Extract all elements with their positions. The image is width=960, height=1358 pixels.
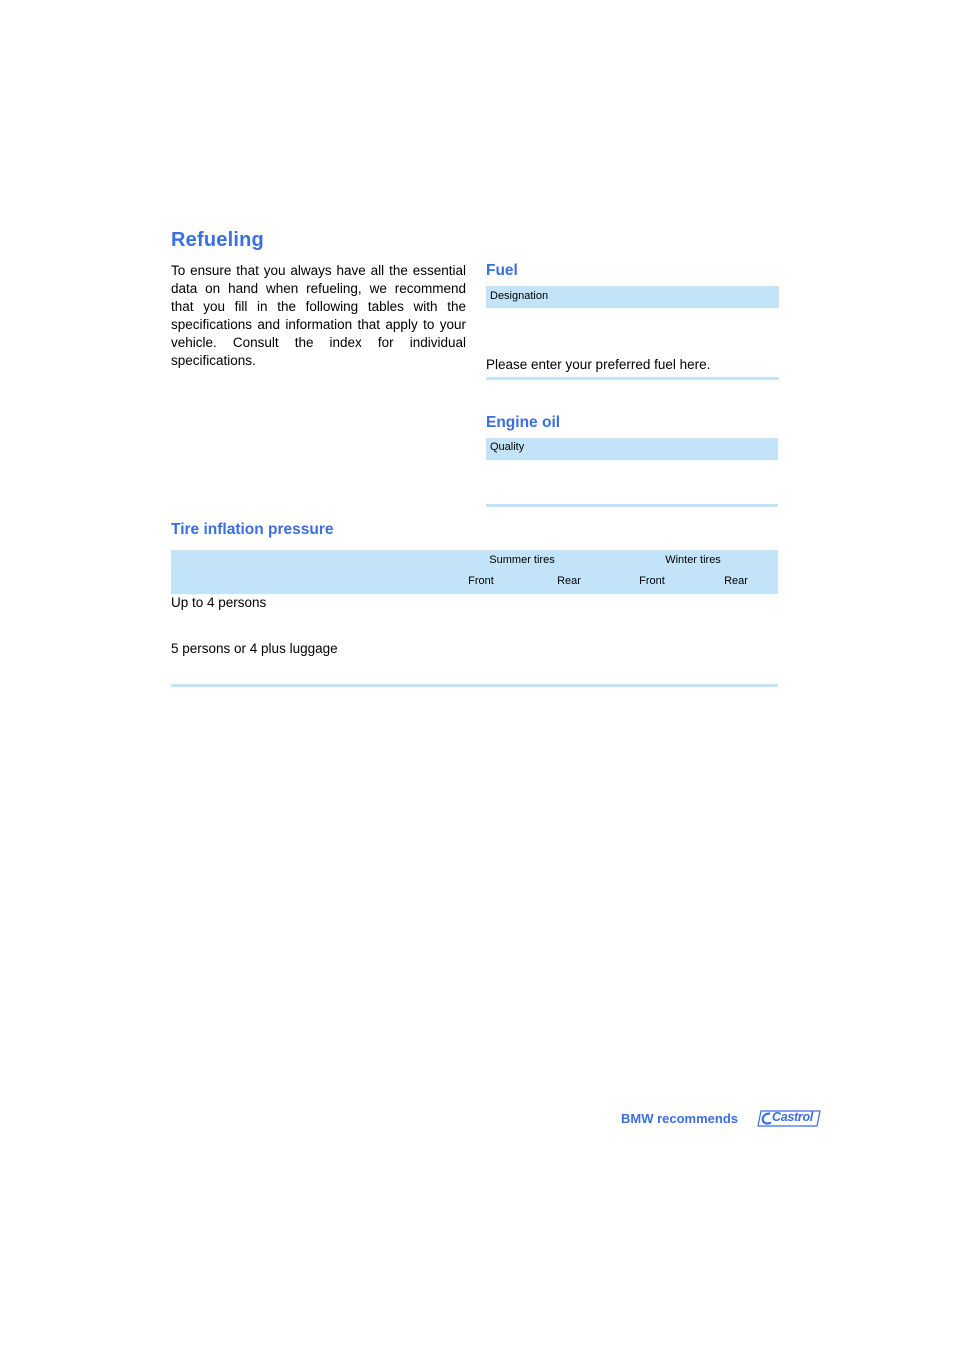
summer-front-header: Front (468, 575, 494, 587)
table-row: Up to 4 persons (171, 595, 267, 610)
castrol-logo-text: Castrol (772, 1110, 813, 1124)
fuel-note: Please enter your preferred fuel here. (486, 357, 711, 372)
fuel-designation-label: Designation (490, 290, 549, 302)
winter-front-header: Front (639, 575, 665, 587)
winter-tires-header: Winter tires (665, 554, 721, 566)
fuel-table-header (486, 286, 779, 308)
tire-pressure-table-header (171, 550, 778, 594)
tire-pressure-heading: Tire inflation pressure (171, 521, 334, 538)
summer-tires-header: Summer tires (489, 554, 555, 566)
castrol-logo (757, 1110, 821, 1127)
bmw-recommends-text: BMW recommends (621, 1111, 739, 1126)
engine-oil-heading: Engine oil (486, 414, 561, 431)
fuel-heading: Fuel (486, 262, 518, 279)
summer-rear-header: Rear (557, 575, 581, 587)
fuel-table-bottom-rule (486, 377, 779, 380)
winter-rear-header: Rear (724, 575, 748, 587)
engine-oil-table-header (486, 438, 778, 460)
table-row: 5 persons or 4 plus luggage (171, 641, 338, 656)
tire-pressure-table-bottom-rule (171, 684, 778, 687)
engine-oil-quality-label: Quality (490, 441, 525, 453)
intro-paragraph: To ensure that you always have all the essential data on hand when refueling, we recommend that you fill in the following tables with the specifications and information that apply to your vehicle. Consult the index for individual specifications. (171, 263, 466, 368)
engine-oil-table-bottom-rule (486, 504, 778, 507)
page-title: Refueling (171, 229, 264, 251)
